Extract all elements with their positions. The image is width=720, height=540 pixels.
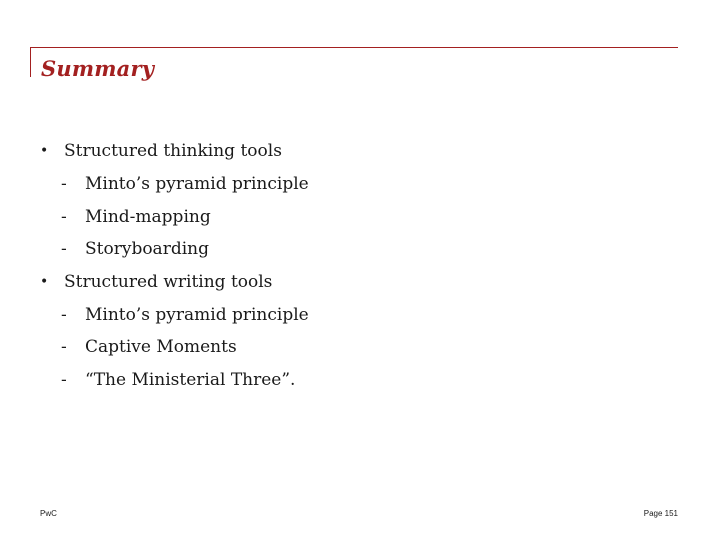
bullet-item — [40, 138, 680, 171]
sub-item — [40, 367, 680, 400]
bullet-marker: • — [40, 143, 49, 159]
dash-marker: - — [61, 174, 67, 194]
bullet-list — [40, 138, 680, 399]
sub-item-text: Mind-mapping — [85, 206, 211, 227]
sub-item-text: Captive Moments — [85, 337, 237, 357]
sub-item-text: Minto’s pyramid principle — [85, 174, 309, 194]
sub-item-text: Minto’s pyramid principle — [85, 304, 309, 325]
sub-item — [40, 236, 680, 269]
sub-item — [40, 302, 680, 335]
bullet-text: Structured writing tools — [64, 271, 273, 292]
dash-marker: - — [61, 206, 67, 227]
dash-marker: - — [61, 337, 67, 357]
dash-marker: - — [61, 304, 67, 325]
sub-item-text: Storyboarding — [85, 239, 209, 259]
title-rule-corner — [30, 47, 31, 77]
slide-title: Summary — [41, 56, 155, 81]
dash-marker: - — [61, 369, 67, 390]
sub-item — [40, 334, 680, 367]
bullet-marker: • — [40, 273, 49, 290]
sub-item — [40, 204, 680, 237]
sub-item — [40, 171, 680, 204]
footer-company: PwC — [40, 509, 57, 518]
page-number: Page 151 — [643, 509, 678, 518]
sub-item-text: “The Ministerial Three”. — [85, 369, 296, 390]
title-rule — [30, 47, 678, 48]
dash-marker: - — [61, 239, 67, 259]
bullet-item — [40, 269, 680, 302]
bullet-text: Structured thinking tools — [64, 141, 282, 161]
